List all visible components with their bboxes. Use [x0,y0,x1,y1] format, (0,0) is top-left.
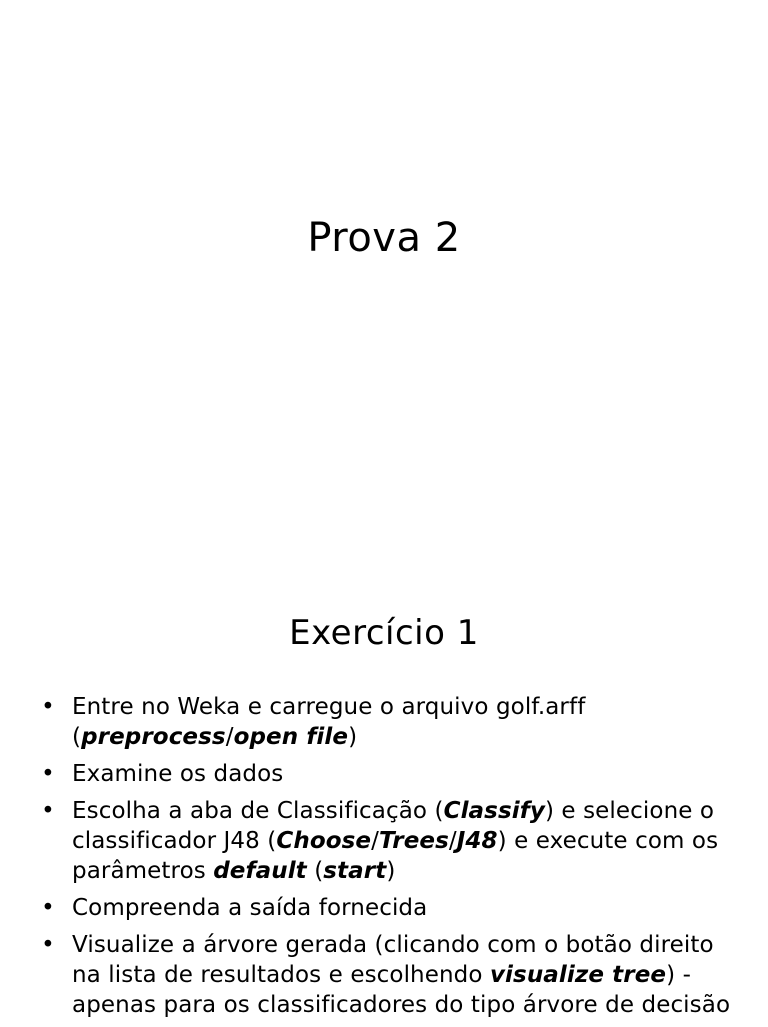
bullet-text: Entre no Weka e carregue o arquivo golf.arff ( [72,694,586,750]
bullet-item-4 [0,893,740,923]
slide-2-title: Exercício 1 [289,613,479,653]
bullet-text: Escolha a aba de Classificação ( [72,798,444,824]
bullet-dot-icon: • [41,895,55,921]
bullet-item-2 [0,759,740,789]
bullet-emphasis: Choose [276,828,372,854]
bullet-dot-icon: • [41,761,55,787]
bullet-emphasis: open file [233,724,349,750]
bullet-emphasis: Trees [379,828,449,854]
bullet-dot-icon: • [41,694,55,720]
bullet-list [0,692,740,1027]
bullet-dot-icon: • [41,932,55,958]
slide-2 [0,512,768,1024]
bullet-emphasis: J48 [456,828,498,854]
bullet-text: ) [386,858,396,884]
bullet-item-1 [0,692,740,752]
bullet-text: Visualize a árvore gerada (clicando com o botão direito na lista de resultados e escolhendo [72,932,714,988]
bullet-text: / [225,724,234,750]
bullet-emphasis: default [213,858,307,884]
bullet-dot-icon: • [41,798,55,824]
bullet-emphasis: preprocess [81,724,226,750]
bullet-text: ) - apenas para os classificadores do tipo árvore de decisão [72,962,731,1018]
slide-1 [0,0,768,512]
bullet-text: ) e execute com os parâmetros [72,828,719,884]
slide-1-title: Prova 2 [307,215,461,261]
bullet-item-5 [0,930,740,1020]
bullet-text: / [448,828,457,854]
bullet-text: Examine os dados [72,761,284,787]
bullet-emphasis: start [323,858,387,884]
bullet-text: ) e selecione o classificador J48 ( [72,798,715,854]
bullet-emphasis: Classify [443,798,545,824]
bullet-text: ( [306,858,324,884]
bullet-emphasis: visualize tree [489,962,667,988]
bullet-text: / [371,828,379,854]
bullet-text: ) [348,724,358,750]
bullet-item-3 [0,796,740,886]
bullet-text: Compreenda a saída fornecida [72,895,428,921]
